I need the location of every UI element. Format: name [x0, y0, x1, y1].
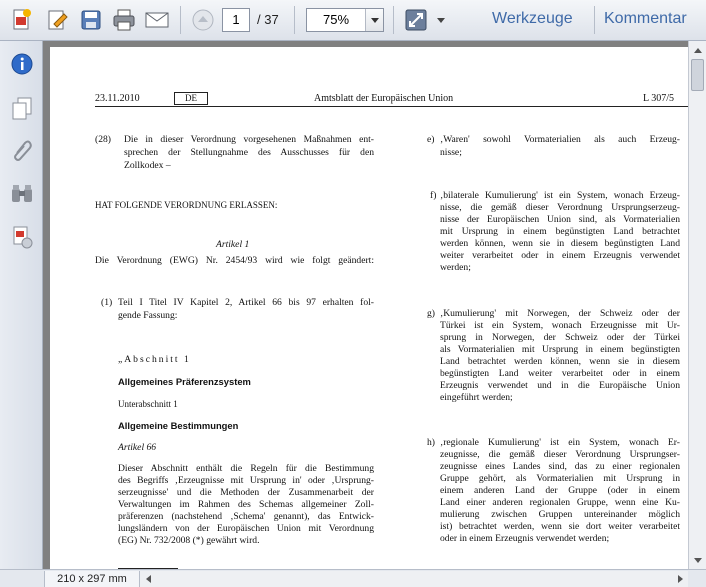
article-heading: Artikel 66	[118, 442, 157, 453]
section-title: Allgemeines Präferenzsystem	[118, 376, 251, 387]
header-rule	[95, 106, 688, 107]
article-line: (EG) Nr. 732/2008 (*) gewährt wird.	[118, 535, 260, 546]
point-line: gende Fassung:	[118, 310, 178, 321]
definition-label: f)	[430, 190, 437, 201]
definition-line: Land einer anderen regionalen Gruppe, wenn eine Ku-	[440, 497, 680, 508]
definition-line: Erzeugnis verwendet und in die Europäische Union	[440, 380, 680, 391]
print-icon[interactable]	[111, 6, 137, 34]
zoom-value[interactable]: 75%	[322, 12, 350, 27]
info-icon[interactable]	[9, 51, 35, 77]
adopted-heading: HAT FOLGENDE VERORDNUNG ERLASSEN:	[95, 200, 278, 210]
header-reference: L 307/5	[643, 93, 675, 104]
article-line: Dieser Abschnitt enthält die Regeln für die Bestimmung	[118, 463, 374, 474]
definition-label: e)	[427, 134, 435, 145]
page-number-input[interactable]: 1	[222, 8, 250, 32]
save-icon[interactable]	[78, 6, 104, 34]
create-pdf-icon[interactable]	[9, 6, 35, 34]
page-total: / 37	[257, 12, 279, 27]
pdf-page	[50, 47, 688, 569]
definition-line: begünstigten Land weiter verarbeitet oder in einem	[440, 368, 680, 379]
navigation-pane	[0, 41, 43, 587]
definition-line: sprung in Norwegen, der Schweiz oder der Türkei	[440, 332, 680, 343]
zoom-select[interactable]	[306, 8, 384, 32]
definition-line: Gruppe gehört, als Vormaterialien mit Ursprung in	[440, 473, 680, 484]
tools-button[interactable]: Werkzeuge	[492, 10, 573, 27]
page-size-label: 210 x 297 mm	[44, 571, 140, 587]
article-text: Die Verordnung (EWG) Nr. 2454/93 wird wie folgt geändert:	[95, 255, 374, 266]
header-date: 23.11.2010	[95, 93, 140, 104]
article-line: des Begriffs ‚Erzeugnisse mit Ursprung in' oder ‚Ursprung-	[118, 475, 374, 486]
edit-icon[interactable]	[45, 6, 71, 34]
definition-line: werden;	[440, 262, 471, 273]
previous-page-icon[interactable]	[190, 6, 216, 34]
definition-line: weiter verarbeitet oder in einem Erzeugnis verwendet	[440, 250, 680, 261]
article-heading: Artikel 1	[216, 239, 250, 250]
definition-line: als Vormaterialien mit Ursprung in einem begünstigten	[440, 344, 680, 355]
definition-line: ‚Kumulierung' mit Norwegen, der Schweiz oder der	[440, 308, 680, 319]
toolbar-more-icon[interactable]	[434, 6, 448, 34]
subsection-title: Allgemeine Bestimmungen	[118, 420, 239, 431]
toolbar-separator	[594, 6, 595, 34]
horizontal-scrollbar[interactable]	[140, 571, 688, 587]
document-viewer[interactable]	[43, 41, 688, 569]
definition-line: ist) betrachtet werden, wenn sie dort weiter verarbeitet	[440, 521, 680, 532]
definition-line: nisse;	[440, 147, 462, 158]
header-language: DE	[174, 92, 208, 105]
definition-line: oder in einem Erzeugnis verwendet werden;	[440, 533, 610, 544]
chevron-down-icon[interactable]	[365, 9, 383, 31]
recital-line: Zollkodex –	[124, 160, 171, 171]
article-line: serzeugnisse' und die Methoden der Zusammenarbeit der	[118, 487, 374, 498]
point-number: (1)	[101, 297, 113, 308]
recital-line: Die in dieser Verordnung vorgesehenen Maßnahmen ent-	[124, 134, 374, 145]
section-heading: „Abschnitt 1	[118, 354, 191, 365]
definition-line: zeugnisse, die gemäß dieser Verordnung Ursprungser-	[440, 449, 680, 460]
definition-line: ‚regionale Kumulierung' ist ein System, wonach Er-	[440, 437, 680, 448]
definition-line: zeugnisse eines Landes sind, das zu einer regionalen	[440, 461, 680, 472]
definition-label: g)	[427, 308, 435, 319]
subsection-heading: Unterabschnitt 1	[118, 399, 178, 409]
comment-button[interactable]: Kommentar	[604, 10, 687, 27]
attachment-icon[interactable]	[9, 138, 35, 164]
definition-line: ‚bilaterale Kumulierung' ist ein System, wonach Erzeug-	[440, 190, 680, 201]
definition-line: nisse der Europäischen Union sind, als Vormaterialien	[440, 214, 680, 225]
toolbar-separator	[393, 6, 394, 34]
definition-line: mit Ursprung in einem begünstigten Land betrachtet	[440, 226, 680, 237]
article-line: lungsländern von der Europäischen Union mit Verordnung	[118, 523, 374, 534]
document-security-icon[interactable]	[9, 224, 35, 250]
header-journal: Amtsblatt der Europäischen Union	[314, 93, 454, 104]
recital-line: sprechen der Stellungnahme des Ausschusses für den	[124, 147, 374, 158]
definition-line: werden können, wenn sie in diesem begünstigten Land	[440, 238, 680, 249]
article-line: präferenzen (nachstehend ‚Schema' genannt), das Entwick-	[118, 511, 374, 522]
recital-number: (28)	[95, 134, 111, 145]
definition-label: h)	[427, 437, 435, 448]
definition-line: einem anderen Land der Gruppe (oder in einem	[440, 485, 680, 496]
toolbar-separator	[294, 6, 295, 34]
toolbar-separator	[180, 6, 181, 34]
definition-line: eingeführt werden;	[440, 392, 513, 403]
scroll-left-icon[interactable]	[140, 571, 156, 587]
definition-line: ‚Waren' sowohl Vormaterialien als auch Erzeug-	[440, 134, 680, 145]
article-line: Verwaltungen im Rahmen des Schemas allgemeiner Zoll-	[118, 499, 374, 510]
binoculars-icon[interactable]	[9, 181, 35, 207]
expand-icon[interactable]	[403, 6, 429, 34]
scroll-down-icon[interactable]	[690, 552, 706, 568]
point-line: Teil I Titel IV Kapitel 2, Artikel 66 bis 97 erhalten fol-	[118, 297, 374, 308]
definition-line: nisse, die gemäß dieser Verordnung Ursprungserzeug-	[440, 202, 680, 213]
scroll-thumb[interactable]	[691, 59, 704, 91]
scroll-up-icon[interactable]	[690, 42, 706, 58]
pages-icon[interactable]	[9, 96, 35, 122]
scroll-right-icon[interactable]	[672, 571, 688, 587]
definition-line: mulierung zwischen Gruppen untereinander möglich	[440, 509, 680, 520]
status-bar	[0, 569, 706, 587]
toolbar	[0, 0, 706, 41]
definition-line: Land betrachtet werden können, wenn sie in diesem	[440, 356, 680, 367]
vertical-scrollbar[interactable]	[688, 41, 706, 569]
definition-line: Türkei ist ein System, wonach Erzeugnisse mit Ur-	[440, 320, 680, 331]
email-icon[interactable]	[144, 6, 170, 34]
